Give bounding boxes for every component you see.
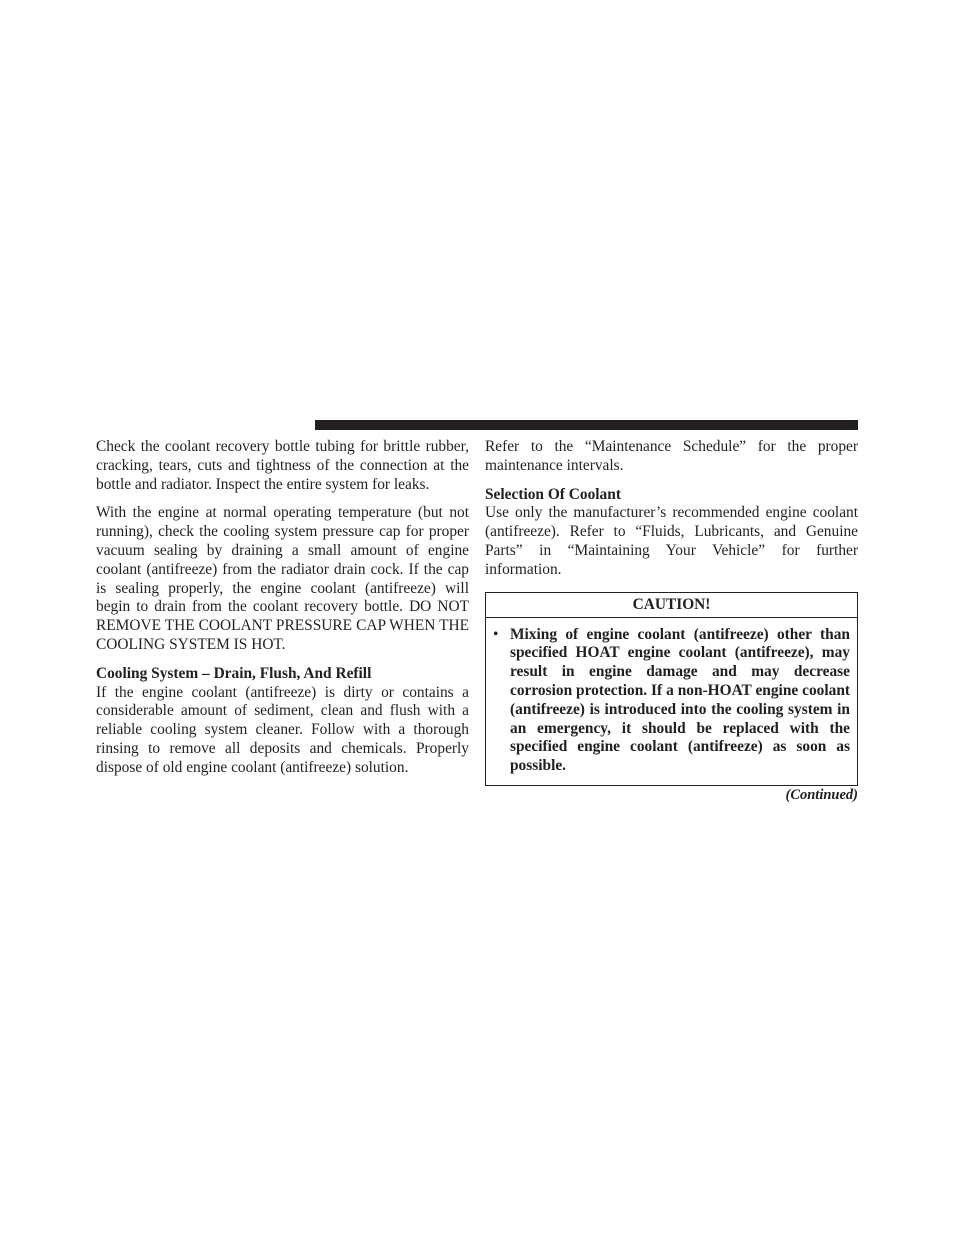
coolant-selection-heading: Selection Of Coolant [485,485,621,503]
coolant-selection-paragraph: Use only the manufacturer’s recommended engine coolant (antifreeze). Refer to “Fluids, Lubricants, and Genuine Parts” in “Maintaining Your Vehicle” for further information. [485,504,858,578]
right-column [485,438,858,804]
pressure-cap-paragraph: With the engine at normal operating temperature (but not running), check the cooling system pressure cap for proper vacuum sealing by draining a small amount of engine coolant (antifreeze) from the radiator drain cock. If the cap is sealing properly, the engine coolant (antifreeze) will begin to drain from the coolant recovery bottle. DO NOT REMOVE THE COOLANT PRESSURE CAP WHEN THE COOLING SYSTEM IS HOT. [96,504,469,653]
tubing-check-paragraph: Check the coolant recovery bottle tubing for brittle rubber, cracking, tears, cuts and tightness of the connection at the bottle and radiator. Inspect the entire system for leaks. [96,438,469,493]
left-column [96,438,469,788]
drain-flush-paragraph: If the engine coolant (antifreeze) is dirty or contains a considerable amount of sediment, clean and flush with a reliable cooling system cleaner. Follow with a thorough rinsing to remove all deposits and chemicals. Properly dispose of old engine coolant (antifreeze) solution. [96,683,469,776]
drain-flush-heading: Cooling System – Drain, Flush, And Refill [96,664,372,682]
header-rule [315,420,858,430]
bullet-icon: • [493,625,499,643]
caution-box [485,592,858,786]
caution-text: Mixing of engine coolant (antifreeze) other than specified HOAT engine coolant (antifreeze), may result in engine damage and may decrease corrosion protection. If a non-HOAT engine coolant (antifreeze) is introduced into the cooling system in an emergency, it should be replaced with the specified engine coolant (antifreeze) as soon as possible. [510,625,850,775]
caution-title: CAUTION! [486,593,857,618]
caution-body [486,618,857,785]
maintenance-reference-paragraph: Refer to the “Maintenance Schedule” for the proper maintenance intervals. [485,438,858,474]
continued-label: (Continued) [785,786,858,803]
